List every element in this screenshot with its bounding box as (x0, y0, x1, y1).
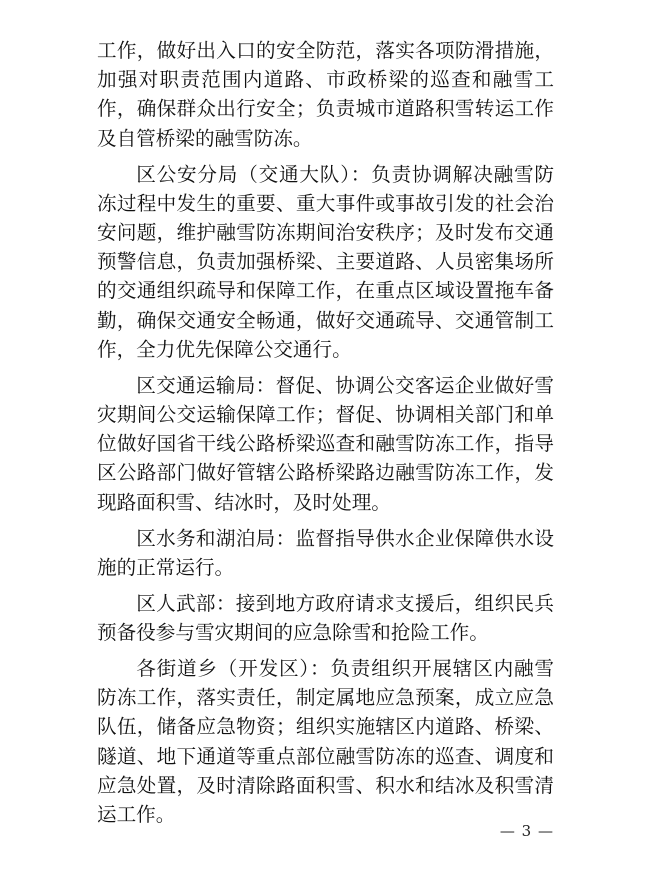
paragraph-public-security: 区公安分局（交通大队）：负责协调解决融雪防冻过程中发生的重要、重大事件或事故引发的社会治安问题，维护融雪防冻期间治安秩序；及时发布交通预警信息，负责加强桥梁、主要道路、人员密集场所的交通组织疏导和保障工作，在重点区域设置拖车备勤，确保交通安全畅通，做好交通疏导、交通管制工作，全力优先保障公交通行。 (97, 162, 554, 361)
paragraph-continuation: 工作，做好出入口的安全防范，落实各项防滑措施，加强对职责范围内道路、市政桥梁的巡查和融雪工作，确保群众出行安全；负责城市道路积雪转运工作及自管桥梁的融雪防冻。 (97, 39, 554, 150)
paragraph-water-bureau: 区水务和湖泊局：监督指导供水企业保障供水设施的正常运行。 (97, 526, 554, 579)
paragraph-armed-forces: 区人武部：接到地方政府请求支援后，组织民兵预备役参与雪灾期间的应急除雪和抢险工作。 (97, 591, 554, 645)
paragraph-sub-districts: 各街道乡（开发区）：负责组织开展辖区内融雪防冻工作，落实责任，制定属地应急预案，成立应急队伍，储备应急物资；组织实施辖区内道路、桥梁、隧道、地下通道等重点部位融雪防冻的巡查、调度和应急处置，及时清除路面积雪、积水和结冰及积雪清运工作。 (97, 657, 554, 827)
paragraph-transport-bureau: 区交通运输局：督促、协调公交客运企业做好雪灾期间公交运输保障工作；督促、协调相关部门和单位做好国省干线公路桥梁巡查和融雪防冻工作，指导区公路部门做好管辖公路桥梁路边融雪防冻工作，发现路面积雪、结冰时，及时处理。 (97, 373, 554, 514)
page-number: — 3 — (499, 822, 554, 840)
